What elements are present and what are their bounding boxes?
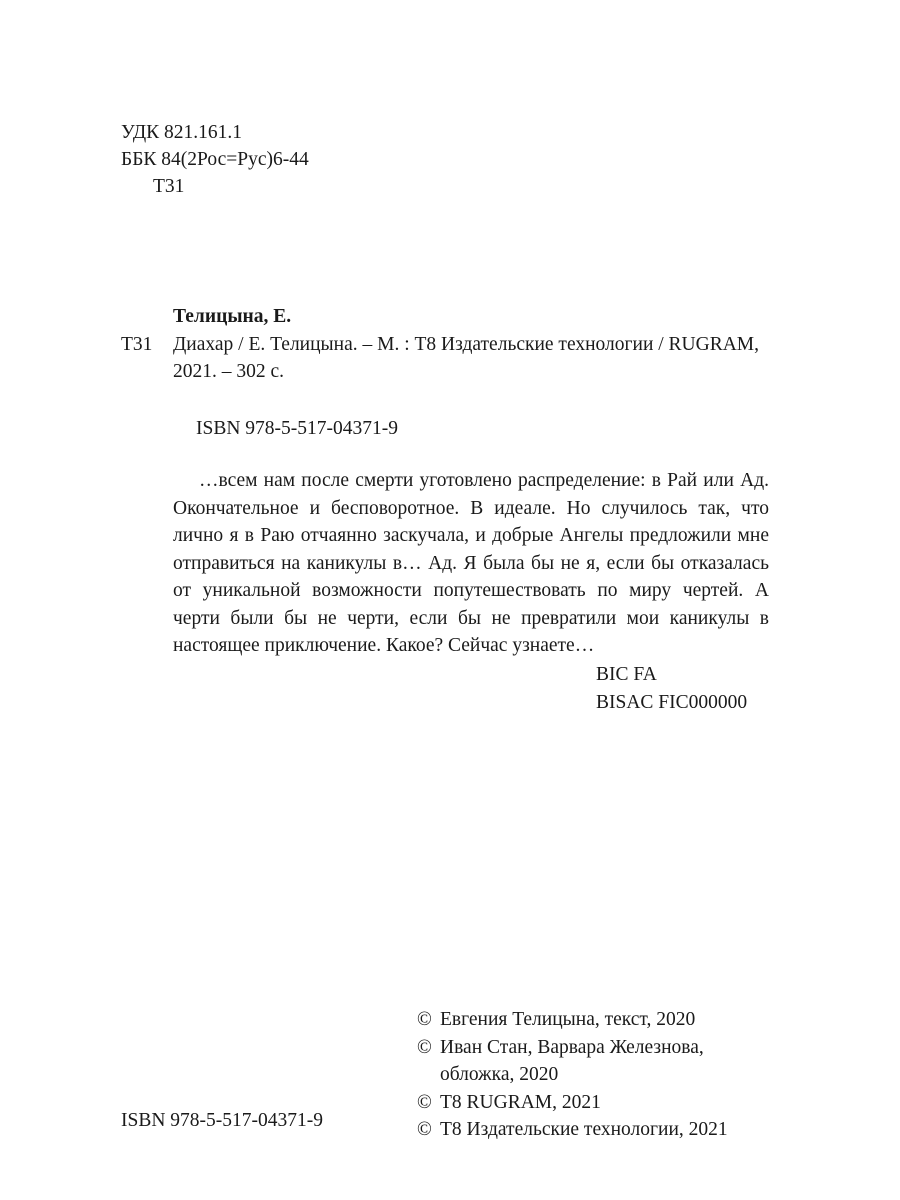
copyright-entry [417, 1034, 817, 1062]
bisac-code: BISAC FIC000000 [596, 691, 748, 713]
copyright-icon: © [417, 1036, 432, 1058]
isbn-bottom: ISBN 978-5-517-04371-9 [121, 1110, 324, 1131]
copyright-entry [417, 1006, 817, 1034]
copyright-entry-text: Т8 Издательские технологии, 2021 [440, 1119, 728, 1140]
copyright-block [417, 1006, 817, 1144]
biblio-description-line [121, 331, 769, 385]
copyright-icon: © [417, 1009, 432, 1030]
classification-block [121, 119, 309, 200]
biblio-author-heading: Телицына, Е. [173, 306, 292, 327]
annotation-text: …всем нам после смерти уготовлено распределение: в Рай или Ад. Окончательное и бесповоротное. В идеале. Но случилось так, что лично я в Раю отчаянно заскучала, и добрые Ангелы предложили мне отправиться на каникулы в… Ад. Я была бы не я, если бы отказалась от уникальной возможности попутешествовать по миру чертей. А черти были бы не черти, если бы не превратили мои каникулы в настоящее приключение. Какое? Сейчас узнаете… [173, 470, 769, 656]
copyright-icon: © [417, 1119, 432, 1140]
copyright-entry-text: Евгения Телицына, текст, 2020 [440, 1009, 696, 1030]
biblio-shelf-mark: Т31 [121, 334, 153, 355]
bibliographic-description [121, 303, 769, 385]
subject-codes-block [596, 661, 747, 716]
copyright-icon: © [417, 1091, 432, 1113]
bic-code: BIC FA [596, 664, 657, 685]
copyright-entry [417, 1089, 817, 1117]
classification-shelf-mark: Т31 [153, 176, 185, 197]
copyright-entry-continuation: обложка, 2020 [440, 1064, 559, 1085]
udk-code: УДК 821.161.1 [121, 122, 243, 143]
bbk-code: ББК 84(2Рос=Рус)6-44 [121, 149, 309, 170]
copyright-entry [417, 1116, 817, 1144]
biblio-description-text: Диахар / Е. Телицына. – М. : Т8 Издательские технологии / RUGRAM, 2021. – 302 с. [173, 334, 760, 382]
copyright-entry-text: Иван Стан, Варвара Железнова, [440, 1036, 704, 1058]
isbn-top: ISBN 978-5-517-04371-9 [196, 418, 399, 439]
copyright-entry-text: Т8 RUGRAM, 2021 [440, 1091, 601, 1113]
